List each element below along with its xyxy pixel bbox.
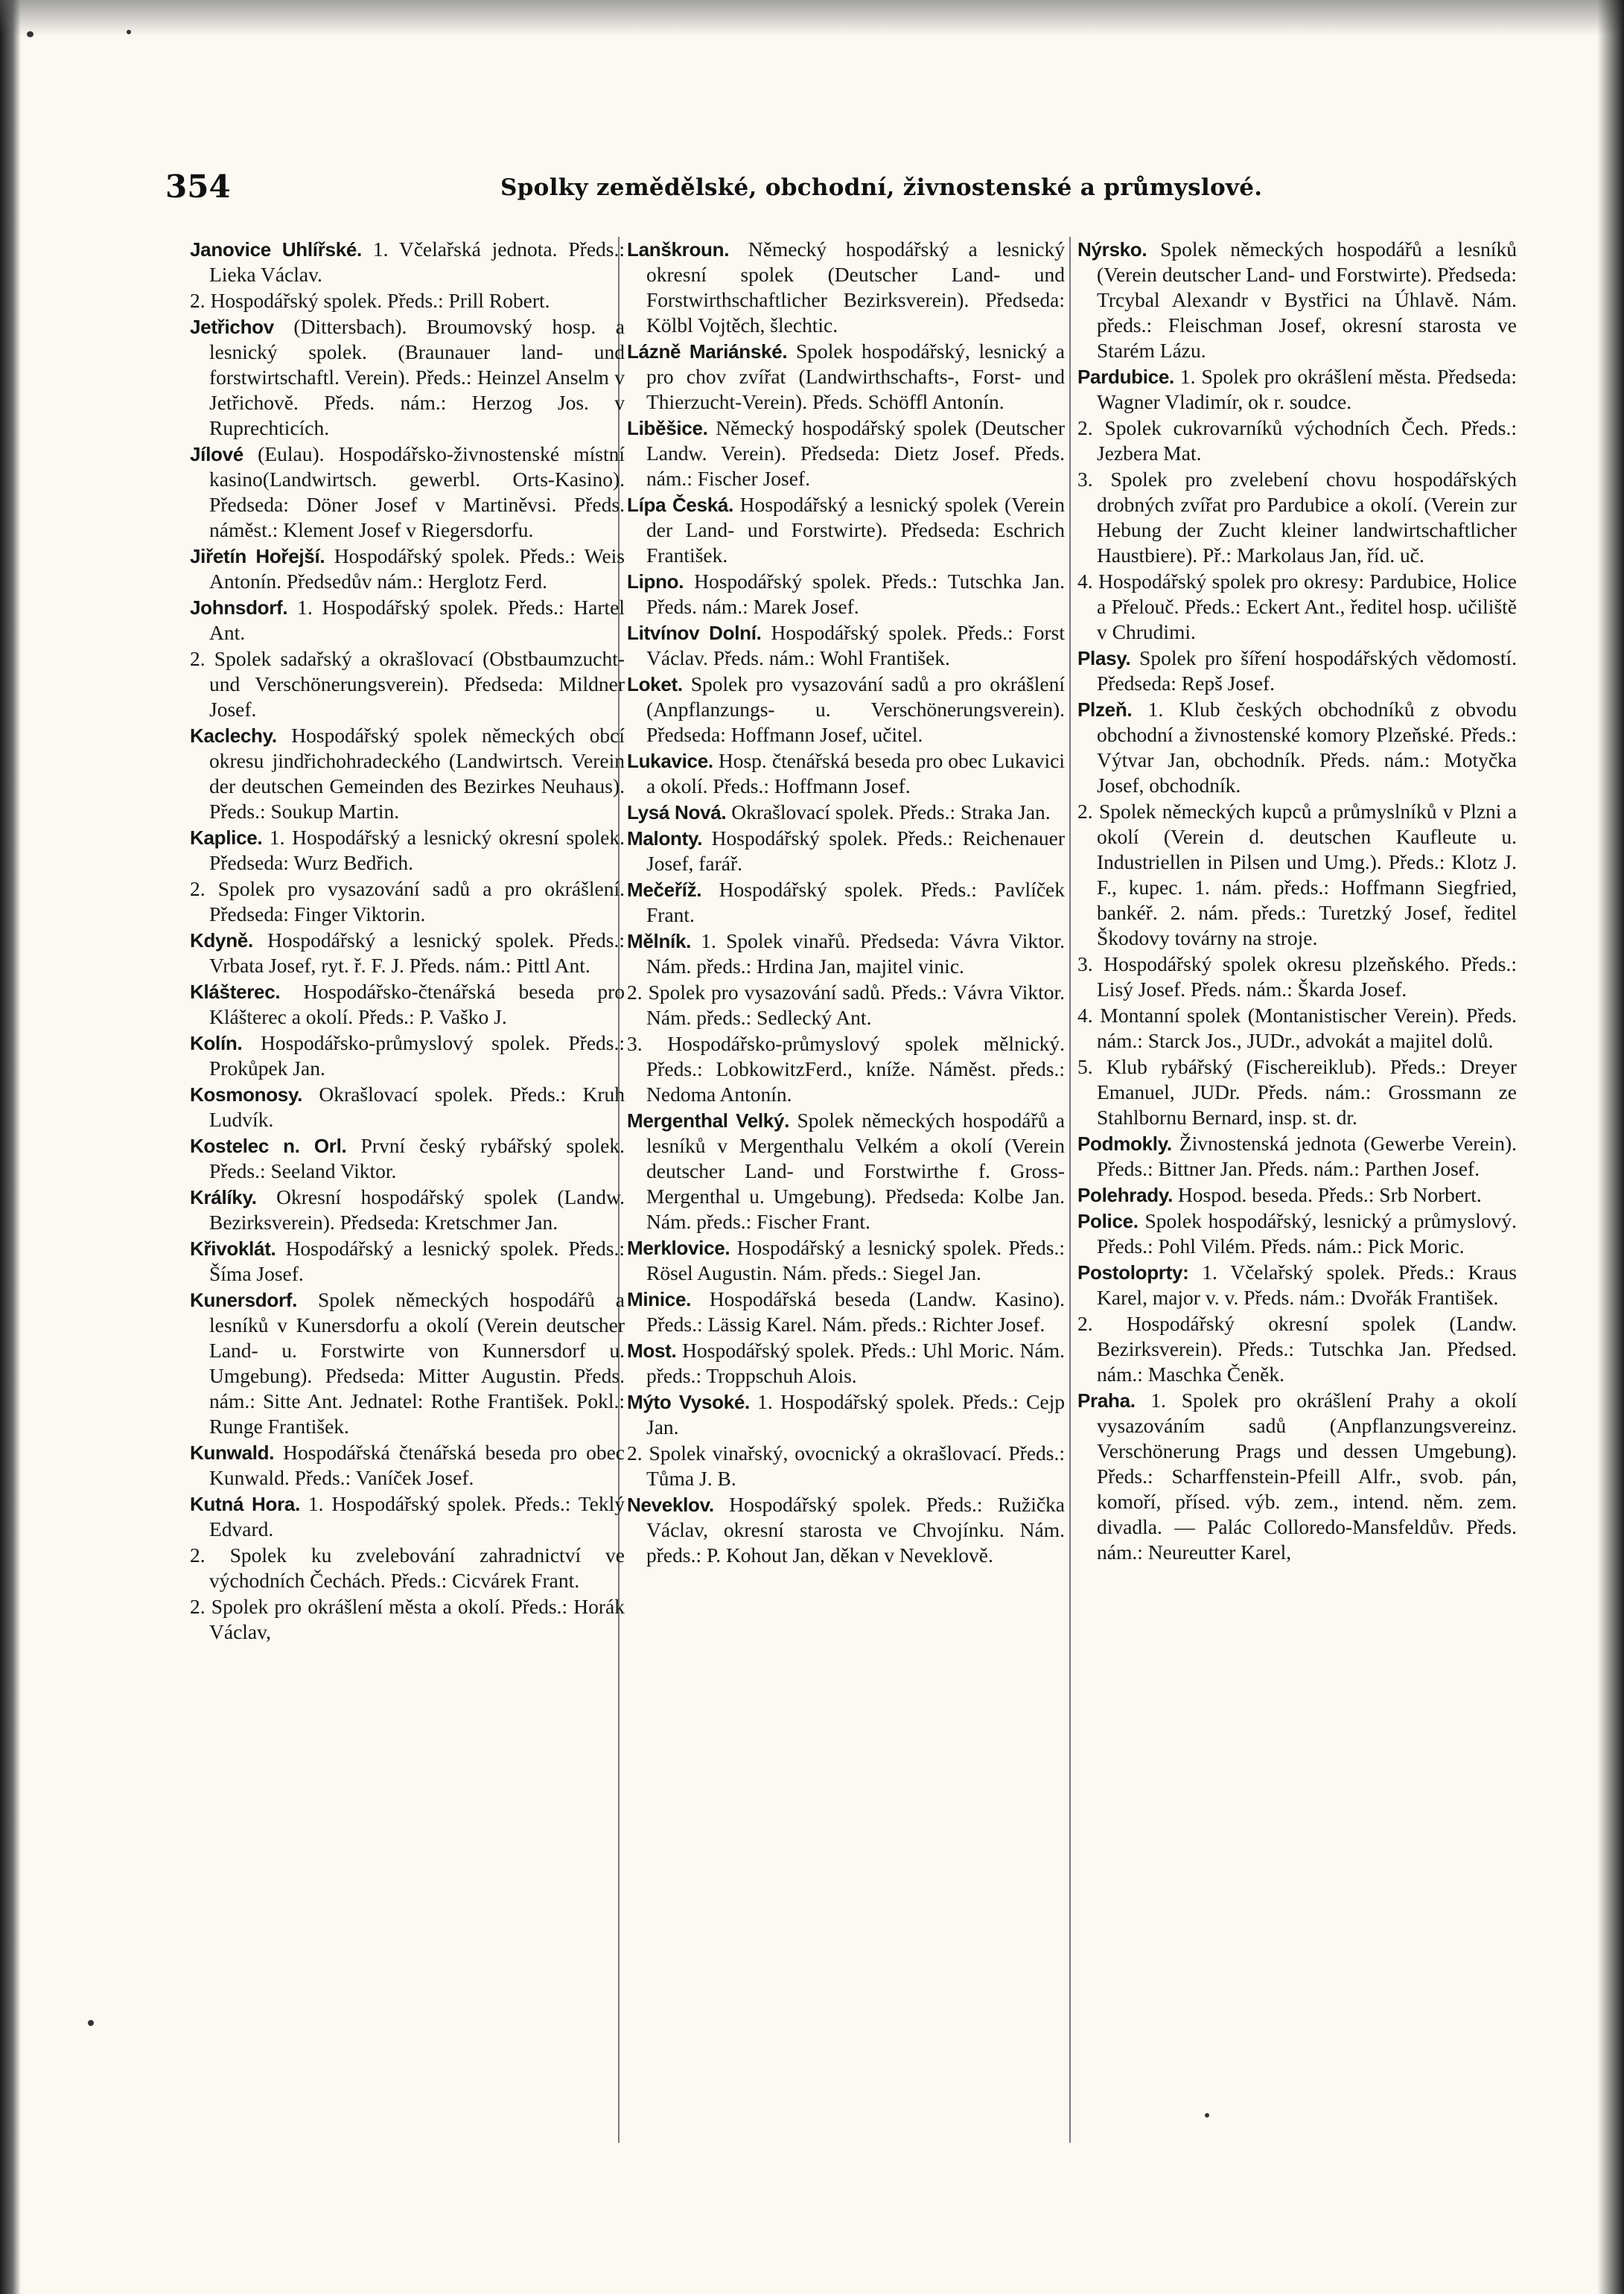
entry-text: Hospodářská beseda (Landw. Kasino). Předs.: Lässig Karel. Nám. předs.: Richter Josef. <box>646 1287 1065 1336</box>
entry-text: 2. Spolek pro okrášlení města a okolí. Předs.: Horák Václav, <box>190 1595 625 1643</box>
entry-text: 1. Hospodářský spolek. Předs.: Teklý Edvard. <box>209 1492 625 1541</box>
entry-place-name: Mergenthal Velký. <box>627 1109 790 1132</box>
directory-entry <box>190 1287 625 1439</box>
entry-place-name: Kaclechy. <box>190 724 277 747</box>
directory-entry <box>627 569 1065 619</box>
directory-entry <box>190 979 625 1030</box>
entry-text: 2. Spolek cukrovarníků východních Čech. Předs.: Jezbera Mat. <box>1077 416 1517 465</box>
scan-speck <box>88 2020 94 2026</box>
entry-text: Hospod. beseda. Předs.: Srb Norbert. <box>1177 1183 1482 1206</box>
directory-entry <box>627 800 1065 825</box>
entry-text: Živnostenská jednota (Gewerbe Verein). Předs.: Bittner Jan. Předs. nám.: Parthen Josef. <box>1097 1132 1517 1180</box>
entry-place-name: Jílové <box>190 443 243 465</box>
directory-entry <box>1077 697 1517 798</box>
entry-place-name: Kdyně. <box>190 929 253 952</box>
entry-text: Hospodářský spolek. Předs.: Forst Václav. Předs. nám.: Wohl František. <box>646 621 1065 669</box>
entry-place-name: Praha. <box>1077 1389 1136 1412</box>
directory-entry <box>1077 1208 1517 1259</box>
entry-place-name: Kolín. <box>190 1032 243 1054</box>
entry-text: Hospodářsko-čtenářská beseda pro Klášterec a okolí. Předs.: P. Vaško J. <box>209 980 625 1028</box>
entry-place-name: Lípa Česká. <box>627 494 733 516</box>
entry-place-name: Králíky. <box>190 1186 257 1208</box>
entry-place-name: Klášterec. <box>190 981 281 1003</box>
directory-entry <box>190 1133 625 1184</box>
entry-text: Hospodářský spolek. Předs.: Tutschka Jan. Předs. nám.: Marek Josef. <box>646 570 1065 618</box>
entry-place-name: Most. <box>627 1339 677 1362</box>
entry-place-name: Lysá Nová. <box>627 801 727 823</box>
entry-place-name: Mělník. <box>627 930 692 952</box>
entry-place-name: Janovice Uhlířské. <box>190 238 362 261</box>
entry-text: 2. Spolek německých kupců a průmyslníků v Plzni a okolí (Verein d. deutschen Kaufleute u. Industriellen in Pilsen und Umg.). Předs.: Klotz J. F., kupec. 1. nám. předs.: Hoffmann Siegfried, bankéř. 2. nám. předs.: Turetzký Josef, ředitel Škodovy továrny na stroje. <box>1077 800 1517 949</box>
directory-subentry <box>190 1543 625 1593</box>
entry-text: Okrašlovací spolek. Předs.: Kruh Ludvík. <box>209 1083 625 1131</box>
directory-subentry <box>1077 467 1517 568</box>
directory-subentry <box>1077 1054 1517 1130</box>
directory-entry <box>627 1389 1065 1440</box>
entry-text: Spolek hospodářský, lesnický a pro chov zvířat (Landwirthschafts-, Forst- und Thierzucht-Verein). Předs. Schöffl Antonín. <box>646 340 1065 413</box>
entry-place-name: Police. <box>1077 1210 1139 1232</box>
entry-place-name: Mečeříž. <box>627 879 702 901</box>
directory-entry <box>190 1236 625 1287</box>
entry-text: 2. Spolek pro vysazování sadů. Předs.: Vávra Viktor. Nám. předs.: Sedlecký Ant. <box>627 981 1065 1029</box>
directory-entry <box>1077 1388 1517 1565</box>
entry-place-name: Kutná Hora. <box>190 1493 301 1515</box>
page-header <box>165 168 1506 213</box>
page-number: 354 <box>165 168 231 205</box>
entry-text: 4. Montanní spolek (Montanistischer Verein). Předs. nám.: Starck Jos., JUDr., advokát a majitel dolů. <box>1077 1004 1517 1052</box>
entry-text: Spolek německých hospodářů a lesníků (Verein deutscher Land- und Forstwirte). Předseda: Trcybal Alexandr v Bystřici na Úhlavě. Nám. předs.: Fleischman Josef, okresní starosta ve Starém Lázu. <box>1097 238 1517 362</box>
entry-place-name: Litvínov Dolní. <box>627 622 762 644</box>
entry-place-name: Lanškroun. <box>627 238 730 261</box>
directory-subentry <box>190 1594 625 1645</box>
entry-place-name: Johnsdorf. <box>190 596 288 619</box>
running-title: Spolky zemědělské, obchodní, živnostenské a průmyslové. <box>500 174 1263 201</box>
entry-place-name: Podmokly. <box>1077 1132 1172 1155</box>
entry-place-name: Merklovice. <box>627 1237 730 1259</box>
directory-entry <box>627 1235 1065 1286</box>
directory-entry <box>1077 1131 1517 1182</box>
entry-text: (Eulau). Hospodářsko-živnostenské místní kasino(Landwirtsch. gewerbl. Orts-Kasino). Předseda: Döner Josef v Martiněvsi. Předs. náměst.: Klement Josef v Riegersdorfu. <box>209 442 625 541</box>
directory-entry <box>627 1492 1065 1568</box>
scan-shadow-left <box>0 0 21 2294</box>
directory-subentry <box>1077 1311 1517 1387</box>
directory-entry <box>627 826 1065 876</box>
entry-text: 2. Spolek pro vysazování sadů a pro okrášlení. Předseda: Finger Viktorin. <box>190 877 625 925</box>
entry-place-name: Liběšice. <box>627 417 708 439</box>
entry-text: 2. Spolek vinařský, ovocnický a okrašlovací. Předs.: Tůma J. B. <box>627 1441 1065 1490</box>
entry-text: 3. Hospodářský spolek okresu plzeňského. Předs.: Lisý Josef. Předs. nám.: Škarda Josef. <box>1077 952 1517 1001</box>
entry-place-name: Neveklov. <box>627 1494 714 1516</box>
directory-entry <box>190 544 625 594</box>
entry-place-name: Plasy. <box>1077 647 1131 669</box>
directory-entry <box>1077 646 1517 696</box>
directory-entry <box>627 748 1065 799</box>
entry-text: 1. Klub českých obchodníků z obvodu obchodní a živnostenské komory Plzeňské. Předs.: Výtvar Jan, obchodník. Předs. nám.: Motyčka Josef, obchodník. <box>1097 698 1517 797</box>
entry-place-name: Loket. <box>627 673 683 695</box>
entry-text: Hospodářský a lesnický spolek. Předs.: Šíma Josef. <box>209 1237 625 1285</box>
entry-place-name: Kaplice. <box>190 826 263 849</box>
entry-text: 1. Hospodářský a lesnický okresní spolek. Předseda: Wurz Bedřich. <box>209 826 625 874</box>
entry-place-name: Jetřichov <box>190 316 274 338</box>
entry-text: Spolek hospodářský, lesnický a průmyslový. Předs.: Pohl Vilém. Předs. nám.: Pick Moric. <box>1097 1209 1517 1258</box>
entry-text: Hospodářský a lesnický spolek. Předs.: Rösel Augustin. Nám. předs.: Siegel Jan. <box>646 1236 1065 1284</box>
entry-text: Hospodářský a lesnický spolek (Verein der Land- und Forstwirte). Předseda: Eschrich František. <box>646 493 1065 567</box>
directory-subentry <box>627 1031 1065 1107</box>
entry-text: Spolek německých hospodářů a lesníků v Mergenthalu Velkém a okolí (Verein deutscher Land- und Forstwirthe f. Gross-Mergenthal u. Umgebung). Předseda: Kolbe Jan. Nám. předs.: Fischer Frant. <box>646 1109 1065 1233</box>
entry-place-name: Mýto Vysoké. <box>627 1391 750 1413</box>
directory-entry <box>1077 364 1517 415</box>
directory-entry <box>190 1030 625 1081</box>
entry-place-name: Kunwald. <box>190 1441 275 1464</box>
entry-place-name: Kunersdorf. <box>190 1289 298 1311</box>
directory-entry <box>627 492 1065 568</box>
entry-place-name: Pardubice. <box>1077 366 1174 388</box>
entry-text: Hospodářský a lesnický spolek. Předs.: Vrbata Josef, ryt. ř. F. J. Předs. nám.: Pittl Ant. <box>209 928 625 977</box>
entry-text: První český rybářský spolek. Předs.: Seeland Viktor. <box>209 1134 625 1182</box>
directory-entry <box>190 314 625 441</box>
entry-place-name: Polehrady. <box>1077 1184 1174 1206</box>
entry-place-name: Lázně Mariánské. <box>627 340 788 363</box>
entry-place-name: Minice. <box>627 1288 692 1310</box>
directory-entry <box>1077 1182 1517 1208</box>
directory-entry <box>1077 237 1517 363</box>
directory-subentry <box>1077 1003 1517 1054</box>
directory-entry <box>627 620 1065 671</box>
entry-place-name: Jiřetín Hořejší. <box>190 545 325 567</box>
directory-subentry <box>1077 952 1517 1002</box>
directory-subentry <box>1077 799 1517 951</box>
entry-text: 1. Hospodářský spolek. Předs.: Hartel Ant. <box>209 596 625 644</box>
directory-entry <box>190 723 625 824</box>
entry-text: 1. Včelařský spolek. Předs.: Kraus Karel, major v. v. Předs. nám.: Dvořák František. <box>1097 1261 1517 1309</box>
entry-text: 1. Spolek vinařů. Předseda: Vávra Viktor. Nám. předs.: Hrdina Jan, majitel vinic. <box>646 929 1065 978</box>
entry-place-name: Kostelec n. Orl. <box>190 1135 347 1157</box>
directory-subentry <box>190 876 625 927</box>
entry-text: (Dittersbach). Broumovský hosp. a lesnický spolek. (Braunauer land- und forstwirtschaftl. Verein). Předs.: Heinzel Anselm v Jetřichově. Předs. nám.: Herzog Jos. v Ruprechticích. <box>209 315 625 439</box>
entry-place-name: Postoloprty: <box>1077 1261 1189 1284</box>
directory-entry <box>190 1491 625 1542</box>
entry-text: 5. Klub rybářský (Fischereiklub). Předs.: Dreyer Emanuel, JUDr. Předs. nám.: Grossmann ze Stahlbornu Bernard, insp. st. dr. <box>1077 1055 1517 1129</box>
entry-text: Hospodářská čtenářská beseda pro obec Kunwald. Předs.: Vaníček Josef. <box>209 1441 625 1489</box>
directory-subentry <box>190 288 625 313</box>
directory-entry <box>627 339 1065 415</box>
directory-entry <box>190 442 625 543</box>
entry-text: 1. Hospodářský spolek. Předs.: Cejp Jan. <box>646 1390 1065 1438</box>
entry-place-name: Lipno. <box>627 570 684 593</box>
entry-text: Hospodářský spolek. Předs.: Pavlíček Frant. <box>646 878 1065 926</box>
entry-place-name: Kosmonosy. <box>190 1083 303 1106</box>
entry-text: 2. Hospodářský spolek. Předs.: Prill Robert. <box>190 289 550 312</box>
entry-text: Hospodářský spolek. Předs.: Uhl Moric. Nám. předs.: Troppschuh Alois. <box>646 1339 1065 1387</box>
text-column-1 <box>190 237 625 2262</box>
entry-text: 1. Spolek pro okrášlení města. Předseda: Wagner Vladimír, ok r. soudce. <box>1097 365 1517 413</box>
directory-entry <box>627 672 1065 748</box>
entry-text: Spolek pro šíření hospodářských vědomostí. Předseda: Repš Josef. <box>1097 646 1517 695</box>
directory-entry <box>627 1287 1065 1337</box>
scan-shadow-top <box>0 0 1624 36</box>
entry-text: Hospodářský spolek. Předs.: Weis Antonín. Předsedův nám.: Herglotz Ferd. <box>209 544 625 593</box>
entry-text: Hosp. čtenářská beseda pro obec Lukavici a okolí. Předs.: Hoffmann Josef. <box>646 749 1065 797</box>
directory-subentry <box>627 1441 1065 1491</box>
directory-entry <box>627 415 1065 491</box>
entry-text: 4. Hospodářský spolek pro okresy: Pardubice, Holice a Přelouč. Předs.: Eckert Ant., ředitel hosp. učiliště v Chrudimi. <box>1077 570 1517 643</box>
directory-entry <box>627 877 1065 928</box>
entry-text: 1. Spolek pro okrášlení Prahy a okolí vysazováním sadů (Anpflanzungsvereinz. Verschönerung Prags und dessen Umgebung). Předs.: Scharffenstein-Pfeill Alfr., svob. pán, komoří, přísed. výb. zem., intend. něm. zem. divadla. — Palác Colloredo-Mansfeldův. Předs. nám.: Neureutter Karel, <box>1097 1389 1517 1564</box>
entry-text: 1. Včelařská jednota. Předs.: Lieka Václav. <box>209 238 625 286</box>
entry-text: Hospodářský spolek. Předs.: Reichenauer Josef, farář. <box>646 826 1065 875</box>
directory-entry <box>190 1185 625 1235</box>
entry-text: 2. Spolek sadařský a okrašlovací (Obstbaumzucht- und Verschönerungsverein). Předseda: Mildner Josef. <box>190 647 625 721</box>
entry-text: Okresní hospodářský spolek (Landw. Bezirksverein). Předseda: Kretschmer Jan. <box>209 1185 625 1234</box>
entry-text: 2. Spolek ku zvelebování zahradnictví ve východních Čechách. Předs.: Cicvárek Frant. <box>190 1543 625 1592</box>
entry-text: 2. Hospodářský okresní spolek (Landw. Bezirksverein). Předs.: Tutschka Jan. Předsed. nám.: Maschka Čeněk. <box>1077 1312 1517 1386</box>
entry-text: Hospodářský spolek německých obcí okresu jindřichohradeckého (Landwirtsch. Verein der deutschen Gemeinden des Bezirkes Neuhaus). Předs.: Soukup Martin. <box>209 724 625 823</box>
directory-entry <box>627 1108 1065 1234</box>
column-divider <box>1069 237 1071 2143</box>
entry-text: Německý hospodářský a lesnický okresní spolek (Deutscher Land- und Forstwirthschaftlicher Bezirksverein). Předseda: Kölbl Vojtěch, šlechtic. <box>646 238 1065 337</box>
entry-place-name: Plzeň. <box>1077 698 1133 721</box>
entry-text: 3. Hospodářsko-průmyslový spolek mělnický. Předs.: LobkowitzFerd., kníže. Náměst. předs.: Nedoma Antonín. <box>627 1032 1065 1106</box>
entry-text: Hospodářský spolek. Předs.: Ružička Václav, okresní starosta ve Chvojínku. Nám. předs.: P. Kohout Jan, děkan v Neveklově. <box>646 1493 1065 1567</box>
directory-entry <box>190 1082 625 1132</box>
directory-entry <box>627 928 1065 979</box>
directory-subentry <box>627 980 1065 1030</box>
entry-text: Spolek německých hospodářů a lesníků v Kunersdorfu a okolí (Verein deutscher Land- u. Forstwirte von Kunnersdorf u. Umgebung). Předseda: Mitter Augustin. Předs. nám.: Sitte Ant. Jednatel: Rothe František. Pokl.: Runge František. <box>209 1288 625 1438</box>
directory-entry <box>627 237 1065 338</box>
directory-entry <box>190 595 625 646</box>
directory-entry <box>627 1338 1065 1389</box>
entry-text: Hospodářsko-průmyslový spolek. Předs.: Prokůpek Jan. <box>209 1031 625 1080</box>
text-column-3 <box>1077 237 1517 2262</box>
entry-place-name: Křivoklát. <box>190 1237 276 1260</box>
entry-text: Okrašlovací spolek. Předs.: Straka Jan. <box>731 800 1051 823</box>
scan-speck <box>127 30 131 34</box>
entry-text: Spolek pro vysazování sadů a pro okrášlení (Anpflanzungs- u. Verschönerungsverein). Předseda: Hoffmann Josef, učitel. <box>646 672 1065 746</box>
directory-entry <box>190 825 625 876</box>
directory-subentry <box>1077 415 1517 466</box>
scan-speck <box>27 31 34 37</box>
text-column-2 <box>627 237 1065 2262</box>
directory-entry <box>190 1440 625 1491</box>
directory-entry <box>1077 1260 1517 1310</box>
entry-place-name: Nýrsko. <box>1077 238 1147 261</box>
scan-shadow-right <box>1597 0 1624 2294</box>
entry-place-name: Lukavice. <box>627 750 713 772</box>
entry-text: 3. Spolek pro zvelebení chovu hospodářských drobných zvířat pro Pardubice a okolí. (Verein zur Hebung der Zucht kleiner landwirtschaftlicher Haustbiere). Př.: Markolaus Jan, říd. uč. <box>1077 468 1517 567</box>
directory-subentry <box>1077 569 1517 645</box>
directory-entry <box>190 237 625 287</box>
directory-entry <box>190 928 625 978</box>
directory-subentry <box>190 646 625 722</box>
entry-place-name: Malonty. <box>627 827 703 850</box>
entry-text: Německý hospodářský spolek (Deutscher Landw. Verein). Předseda: Dietz Josef. Předs. nám.: Fischer Josef. <box>646 416 1065 490</box>
